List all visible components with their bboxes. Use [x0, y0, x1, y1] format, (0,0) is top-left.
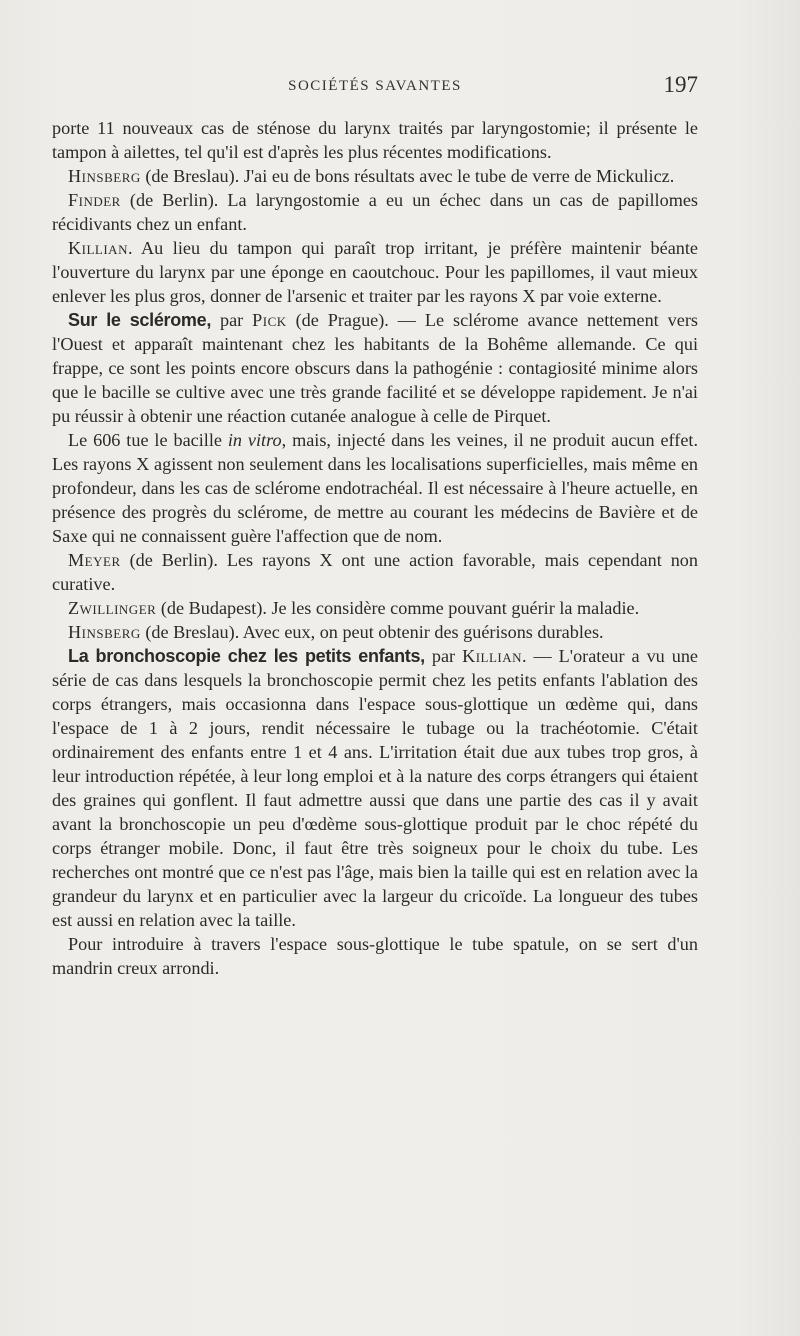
section-title-bronchoscopie: La bronchoscopie chez les petits enfants,: [68, 646, 425, 666]
paragraph-text: . — L'orateur a vu une série de cas dans lesquels la bronchoscopie permit chez les petits enfants l'ablation des corps étrangers, mais occasionna dans l'espace sous-glottique un œdème qui, dans l'espace de 1 à 2 jours, rendit nécessaire le tubage ou la trachéotomie. C'était ordinairement des enfants entre 1 et 4 ans. L'irritation était due aux tubes trop gros, à leur introduction répétée, à leur long emploi et à la nature des corps étrangers qui étaient des graines qui gonflent. Il faut admettre aussi que dans une partie des cas il y avait avant la bronchoscopie un peu d'œdème sous-glottique produit par le choc répété du corps étranger mobile. Donc, il faut être très soigneux pour le choix du tube. Les recherches ont montré que ce n'est pas l'âge, mais bien la taille qui est en relation avec la grandeur du larynx et en particulier avec la largeur du cricoïde. La longueur des tubes est aussi en relation avec la taille.: [52, 646, 698, 930]
paragraph-text: porte 11 nouveaux cas de sténose du larynx traités par laryngostomie; il présente le tampon à ailettes, tel qu'il est d'après les plus récentes modifications.: [52, 118, 698, 162]
speaker-name: Finder: [68, 190, 121, 210]
paragraph-killian-1: [52, 236, 698, 308]
paragraph-sclerome: [52, 308, 698, 428]
paragraph-text: . Au lieu du tampon qui paraît trop irritant, je préfère maintenir béante l'ouverture du larynx par une éponge en caoutchouc. Pour les papillomes, il vaut mieux enlever les plus gros, donner de l'arsenic et traiter par les rayons X par voie externe.: [52, 238, 698, 306]
speaker-name: Killian: [68, 238, 128, 258]
paragraph-text: Pour introduire à travers l'espace sous-glottique le tube spatule, on se sert d'un mandrin creux arrondi.: [52, 934, 698, 978]
paragraph-606: [52, 428, 698, 548]
paragraph-text: (de Breslau). Avec eux, on peut obtenir des guérisons durables.: [140, 622, 604, 642]
paragraph-text: (de Prague). — Le sclérome avance nettement vers l'Ouest et apparaît maintenant chez les habitants de la Bohême allemande. Ce qui frappe, ce sont les points encore obscurs dans la pathogénie : contagiosité minime alors que le bacille se cultive avec une très grande facilité et se développe rapidement. Je n'ai pu réussir à obtenir une réaction cutanée analogue à celle de Pirquet.: [52, 310, 698, 426]
body-text: [52, 116, 698, 980]
section-title-sclerome: Sur le sclérome,: [68, 310, 212, 330]
speaker-name: Hinsberg: [68, 166, 141, 186]
speaker-name: Zwillinger: [68, 598, 157, 618]
paragraph-meyer: [52, 548, 698, 596]
page-header: [52, 74, 698, 104]
page-number: 197: [663, 72, 698, 97]
speaker-name: Hinsberg: [68, 622, 141, 642]
paragraph-text: (de Berlin). La laryngostomie a eu un échec dans un cas de papillomes récidivants chez un enfant.: [52, 190, 698, 234]
paragraph-text: (de Berlin). Les rayons X ont une action favorable, mais cependant non curative.: [52, 550, 698, 594]
speaker-name: Pick: [252, 310, 287, 330]
paragraph-hinsberg-2: [52, 620, 698, 644]
running-title: SOCIÉTÉS SAVANTES: [288, 78, 462, 94]
speaker-name: Killian: [462, 646, 523, 666]
paragraph-text: (de Breslau). J'ai eu de bons résultats avec le tube de verre de Mickulicz.: [140, 166, 675, 186]
paragraph-finder: [52, 188, 698, 236]
paragraph-text: (de Budapest). Je les considère comme pouvant guérir la maladie.: [156, 598, 640, 618]
paragraph-zwillinger: [52, 596, 698, 620]
italic-term: in vitro: [227, 430, 282, 450]
paragraph-1: [52, 116, 698, 164]
paragraph-text: par: [424, 646, 463, 666]
speaker-name: Meyer: [68, 550, 121, 570]
paragraph-bronchoscopie: [52, 644, 698, 932]
paragraph-text: , mais, injecté dans les veines, il ne produit aucun effet. Les rayons X agissent non seulement dans les localisations superficielles, mais même en profondeur, dans les cas de sclérome endotrachéal. Il est nécessaire à l'heure actuelle, en présence des progrès du sclérome, de mettre au courant les médecins de Bavière et de Saxe qui ne connaissent guère l'affection que de nom.: [52, 430, 699, 546]
paragraph-mandrin: [52, 932, 698, 980]
paragraph-hinsberg-1: [52, 164, 698, 188]
paragraph-text: par: [211, 310, 253, 330]
paragraph-text: Le 606 tue le bacille: [68, 430, 228, 450]
